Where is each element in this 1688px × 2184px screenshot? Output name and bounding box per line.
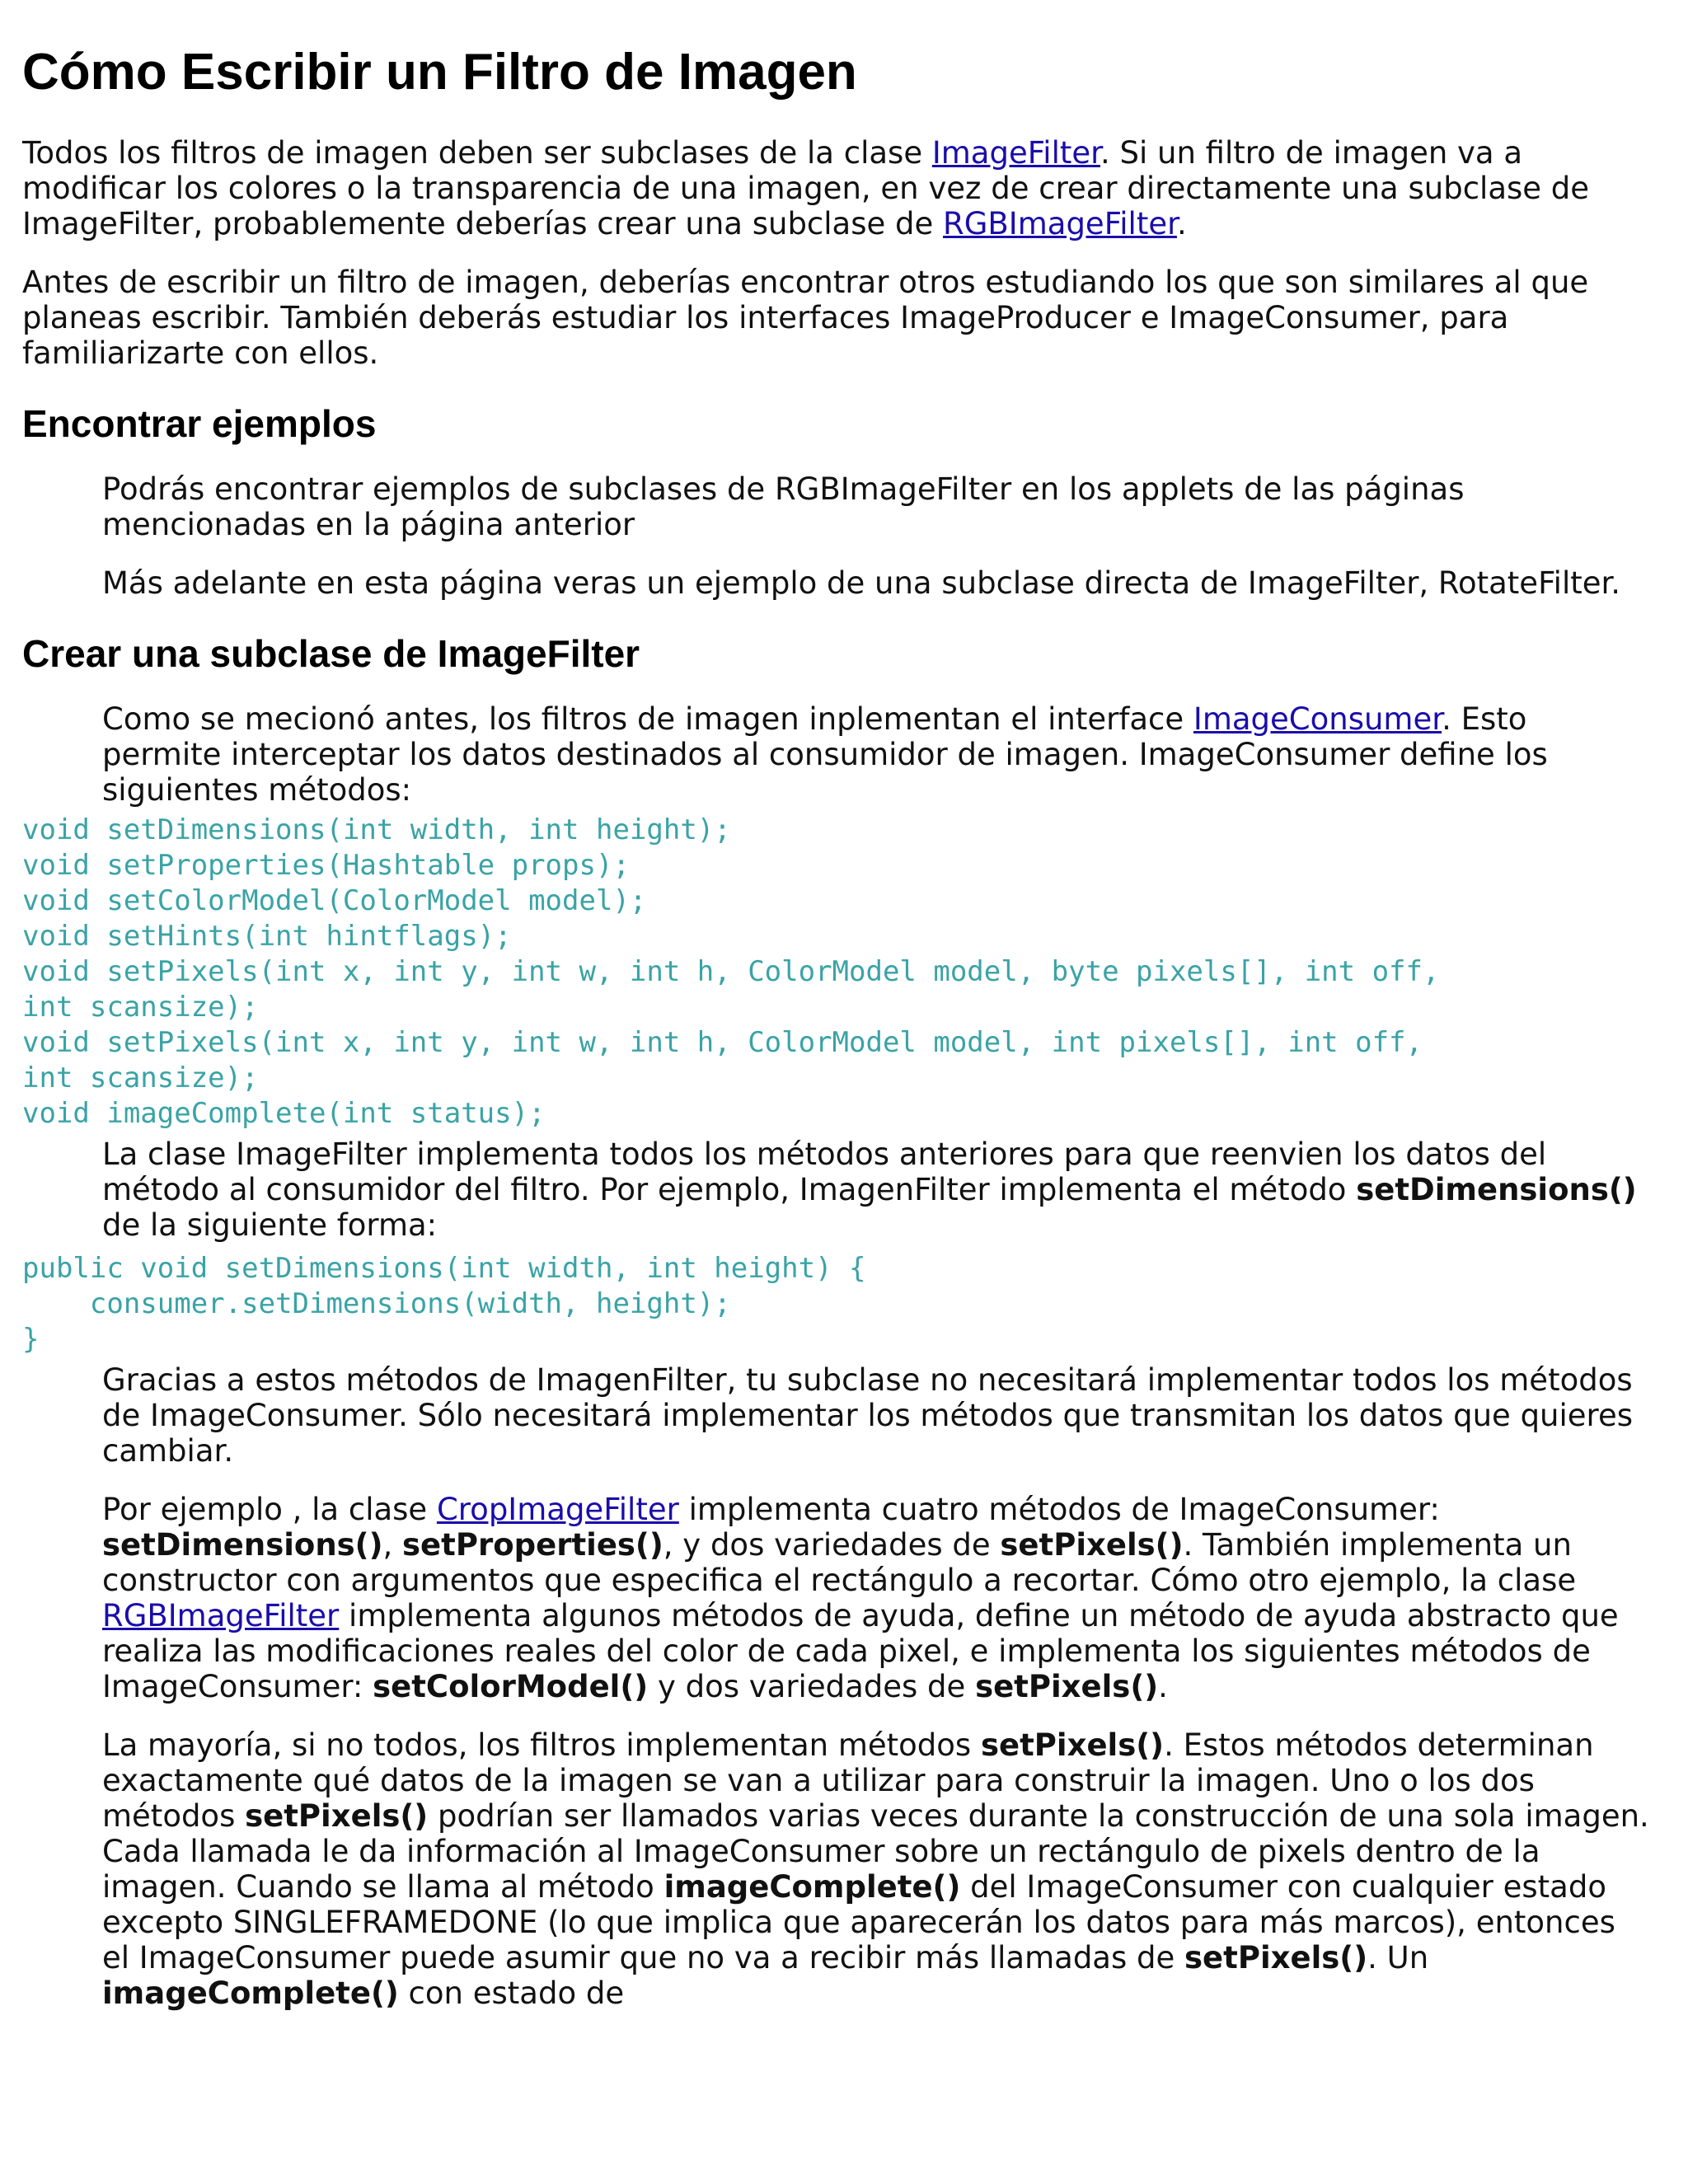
method-name: imageComplete() xyxy=(663,1869,961,1905)
method-name: setPixels() xyxy=(980,1727,1165,1763)
rgbimagefilter-link-2[interactable]: RGBImageFilter xyxy=(102,1598,340,1633)
section2-p2-text-2: de la siguiente forma: xyxy=(102,1207,438,1243)
method-name: imageComplete() xyxy=(102,1975,399,2011)
section2-p4-text-2: implementa cuatro métodos de ImageConsumer: xyxy=(678,1492,1440,1527)
section2-p4-text-4: , y dos variedades de xyxy=(663,1527,1001,1563)
intro-p1-text-2: . Si un filtro de imagen va a modificar los colores o la transparencia de una imagen, en vez de crear directamente una subclase de ImageFilter, probablemente deberías crear una subclase de xyxy=(22,135,1590,241)
section2-p4-text-6: implementa algunos métodos de ayuda, define un método de ayuda abstracto que realiza las modificaciones reales del color de cada pixel, e implementa los siguientes métodos de ImageConsumer: xyxy=(102,1598,1619,1704)
section2-p2-text-1: La clase ImageFilter implementa todos los métodos anteriores para que reenvien los datos del método al consumidor del filtro. Por ejemplo, ImagenFilter implementa el método xyxy=(102,1137,1547,1207)
section2-paragraph-2 xyxy=(102,1137,1652,1243)
code-block-imageconsumer-methods xyxy=(22,813,1572,1132)
code-line: public void setDimensions(int width, int height) { xyxy=(22,1252,866,1285)
imagefilter-link[interactable]: ImageFilter xyxy=(931,135,1100,171)
code-line: consumer.setDimensions(width, height); xyxy=(22,1287,731,1320)
section2-p1-text-2: . Esto permite interceptar los datos destinados al consumidor de imagen. ImageConsumer define los siguientes métodos: xyxy=(102,701,1548,808)
section2-p5-text-6: con estado de xyxy=(398,1975,625,2011)
code-line: } xyxy=(22,1323,40,1356)
method-name: setDimensions() xyxy=(102,1527,383,1563)
rgbimagefilter-link[interactable]: RGBImageFilter xyxy=(943,206,1177,241)
code-line: void setPixels(int x, int y, int w, int h, ColorModel model, byte pixels[], int off, xyxy=(22,955,1440,988)
code-line: void setProperties(Hashtable props); xyxy=(22,849,630,882)
section2-p4-text-3: , xyxy=(382,1527,403,1563)
section2-p4-text-5: . También implementa un constructor con argumentos que especifica el rectángulo a recortar. Cómo otro ejemplo, la clase xyxy=(102,1527,1577,1598)
code-line: int scansize); xyxy=(22,991,259,1024)
section2-paragraph-4 xyxy=(102,1492,1652,1704)
method-name: setPixels() xyxy=(975,1669,1159,1704)
page-title: Cómo Escribir un Filtro de Imagen xyxy=(22,44,857,101)
section1-paragraph-1: Podrás encontrar ejemplos de subclases de RGBImageFilter en los applets de las páginas mencionadas en la página anterior xyxy=(102,471,1465,542)
method-name: setDimensions() xyxy=(1356,1172,1637,1207)
section2-paragraph-5 xyxy=(102,1727,1652,2011)
section2-p5-text-4: del ImageConsumer con cualquier estado excepto SINGLEFRAMEDONE (lo que implica que aparecerán los datos para más marcos), entonces el ImageConsumer puede asumir que no va a recibir más llamadas de xyxy=(102,1869,1615,1975)
imageconsumer-link[interactable]: ImageConsumer xyxy=(1193,701,1442,737)
section-heading-encontrar-ejemplos: Encontrar ejemplos xyxy=(22,402,377,445)
intro-p1-text-3: . xyxy=(1176,206,1187,241)
code-line: void setHints(int hintflags); xyxy=(22,920,512,953)
intro-paragraph-1 xyxy=(22,135,1671,241)
section1-paragraph-2: Más adelante en esta página veras un ejemplo de una subclase directa de ImageFilter, RotateFilter. xyxy=(102,565,1621,601)
section2-p5-text-1: La mayoría, si no todos, los filtros implementan métodos xyxy=(102,1727,981,1763)
section2-p5-text-3: podrían ser llamados varias veces durante la construcción de una sola imagen. Cada llamada le da información al ImageConsumer sobre un rectángulo de pixels dentro de la imagen. Cuando se llama al método xyxy=(102,1798,1649,1905)
section-heading-crear-subclase: Crear una subclase de ImageFilter xyxy=(22,632,640,675)
section2-paragraph-3: Gracias a estos métodos de ImagenFilter, tu subclase no necesitará implementar todos los métodos de ImageConsumer. Sólo necesitará implementar los métodos que transmitan los datos que quieres cambiar. xyxy=(102,1362,1633,1469)
method-name: setPixels() xyxy=(1184,1940,1368,1975)
code-block-setdimensions xyxy=(22,1251,1572,1357)
method-name: setColorModel() xyxy=(373,1669,649,1704)
intro-paragraph-2: Antes de escribir un filtro de imagen, deberías encontrar otros estudiando los que son similares al que planeas escribir. También deberás estudiar los interfaces ImageProducer e ImageConsumer, para familiarizarte con ellos. xyxy=(22,265,1589,371)
section2-paragraph-1 xyxy=(102,701,1652,808)
code-line: int scansize); xyxy=(22,1062,259,1094)
method-name: setPixels() xyxy=(1000,1527,1184,1563)
intro-p1-text-1: Todos los filtros de imagen deben ser subclases de la clase xyxy=(22,135,932,171)
section2-p1-text-1: Como se mecionó antes, los filtros de imagen inplementan el interface xyxy=(102,701,1193,737)
method-name: setPixels() xyxy=(245,1798,429,1834)
document-page xyxy=(22,0,1671,2011)
section2-p5-text-5: . Un xyxy=(1367,1940,1429,1975)
code-line: void setColorModel(ColorModel model); xyxy=(22,884,647,917)
cropimagefilter-link[interactable]: CropImageFilter xyxy=(436,1492,679,1527)
code-line: void imageComplete(int status); xyxy=(22,1097,546,1130)
method-name: setProperties() xyxy=(402,1527,663,1563)
code-line: void setDimensions(int width, int height); xyxy=(22,813,731,846)
code-line: void setPixels(int x, int y, int w, int h, ColorModel model, int pixels[], int off, xyxy=(22,1026,1423,1059)
section2-p5-text-2: . Estos métodos determinan exactamente qué datos de la imagen se van a utilizar para construir la imagen. Uno o los dos métodos xyxy=(102,1727,1594,1834)
section2-p4-text-1: Por ejemplo , la clase xyxy=(102,1492,437,1527)
section2-p4-text-7: y dos variedades de xyxy=(648,1669,976,1704)
section2-p4-text-8: . xyxy=(1158,1669,1168,1704)
